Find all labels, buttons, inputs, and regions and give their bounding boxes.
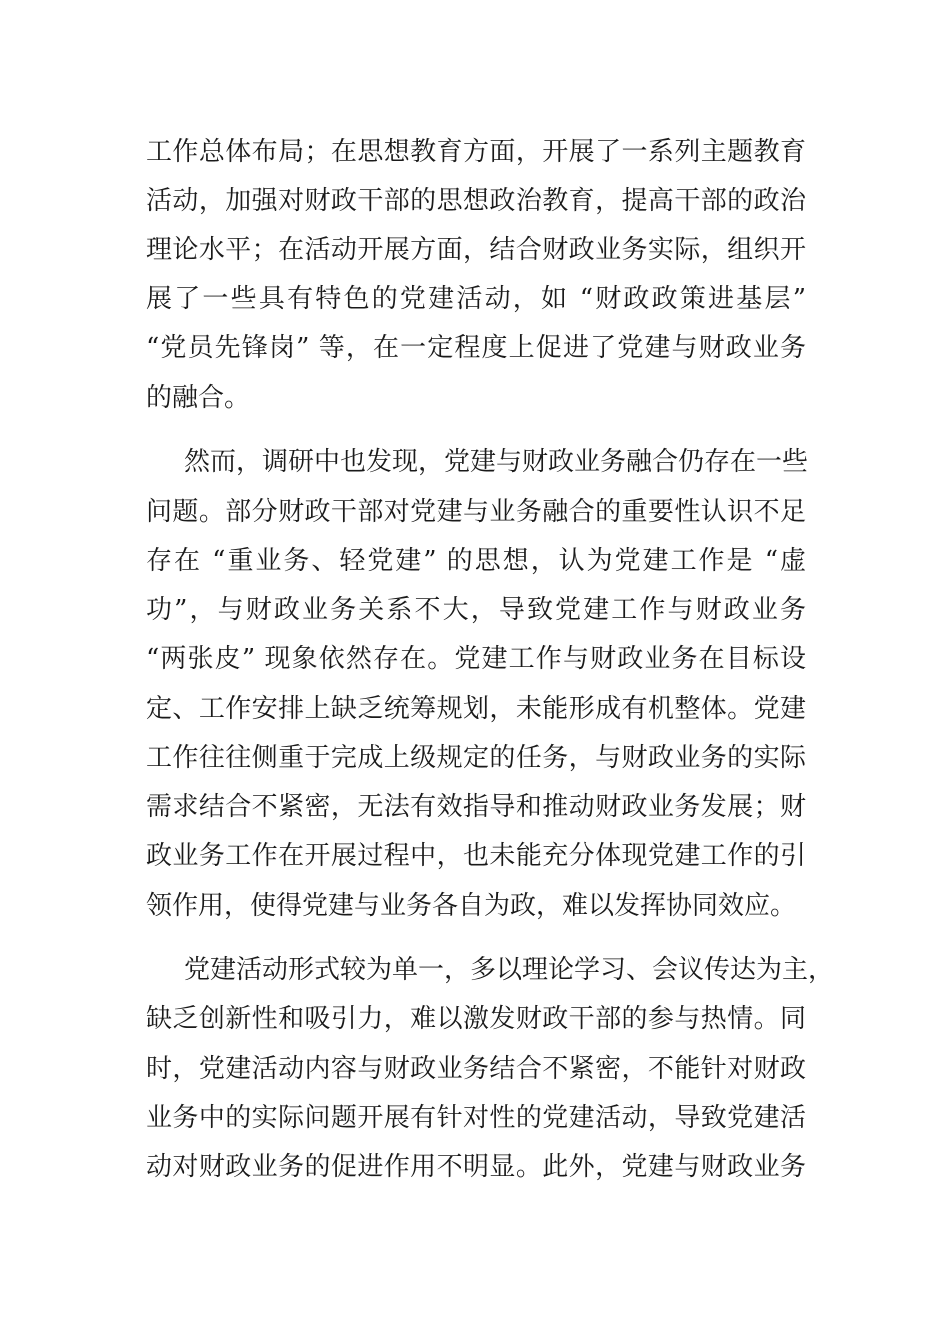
text-line: 活动，加强对财政干部的思想政治教育，提高干部的政治: [146, 186, 806, 216]
text-line: 时，党建活动内容与财政业务结合不紧密，不能针对财政: [146, 1054, 806, 1084]
text-line: 的融合。: [146, 383, 251, 413]
text-line: 工作往往侧重于完成上级规定的任务，与财政业务的实际: [146, 743, 806, 773]
text-line: 政业务工作在开展过程中，也未能充分体现党建工作的引: [146, 841, 806, 871]
text-line: 理论水平；在活动开展方面，结合财政业务实际，组织开: [146, 235, 806, 265]
text-line: 然而，调研中也发现，党建与财政业务融合仍存在一些: [184, 447, 809, 477]
text-line: “党员先锋岗” 等，在一定程度上促进了党建与财政业务: [146, 333, 806, 363]
text-line: 工作总体布局；在思想教育方面，开展了一系列主题教育: [146, 137, 806, 167]
text-line: 功”，与财政业务关系不大，导致党建工作与财政业务: [146, 595, 806, 625]
text-line: 存在 “重业务、轻党建” 的思想，认为党建工作是 “虚: [146, 546, 806, 576]
text-line: 定、工作安排上缺乏统筹规划，未能形成有机整体。党建: [146, 694, 806, 724]
text-line: 领作用，使得党建与业务各自为政，难以发挥协同效应。: [146, 891, 797, 921]
text-line: 业务中的实际问题开展有针对性的党建活动，导致党建活: [146, 1103, 806, 1133]
text-line: 问题。部分财政干部对党建与业务融合的重要性认识不足: [146, 497, 806, 527]
text-line: “两张皮” 现象依然存在。党建工作与财政业务在目标设: [146, 644, 806, 674]
text-line: 党建活动形式较为单一，多以理论学习、会议传达为主，: [184, 955, 835, 985]
text-line: 展了一些具有特色的党建活动，如 “财政政策进基层”: [146, 284, 806, 314]
text-line: 缺乏创新性和吸引力，难以激发财政干部的参与热情。同: [146, 1004, 806, 1034]
text-line: 动对财政业务的促进作用不明显。此外，党建与财政业务: [146, 1152, 806, 1182]
text-line: 需求结合不紧密，无法有效指导和推动财政业务发展；财: [146, 792, 806, 822]
